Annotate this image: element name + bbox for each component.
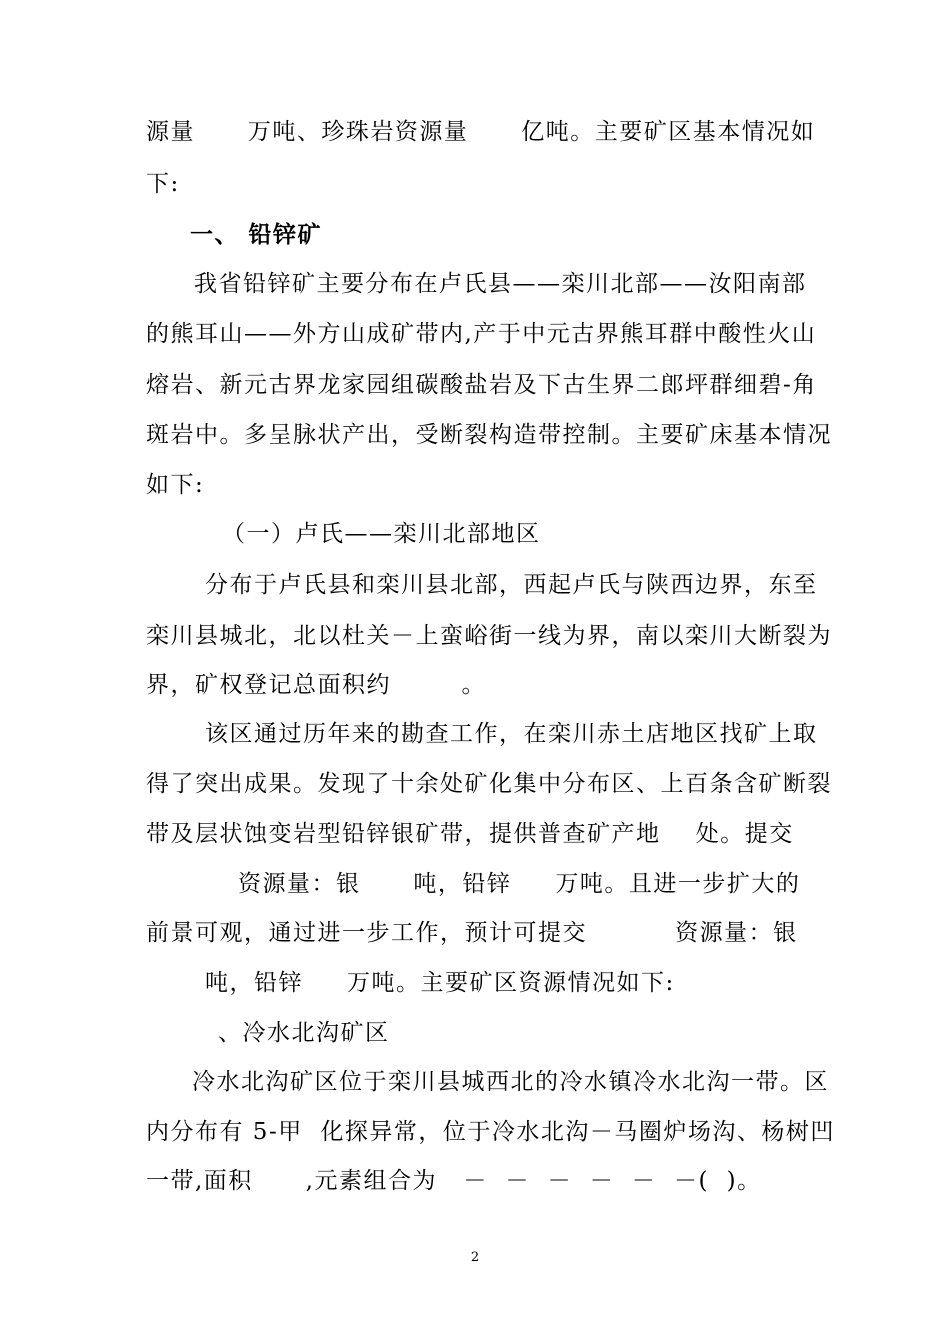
text-line: 一带,面积 ,元素组合为 － － － － － －( )。 xyxy=(146,1168,762,1194)
page-number: 2 xyxy=(470,1250,480,1265)
text-line: 下: xyxy=(146,171,180,197)
text-line: 我省铅锌矿主要分布在卢氏县——栾川北部——汝阳南部 xyxy=(194,271,807,297)
text-line: 得了突出成果。发现了十余处矿化集中分布区、上百条含矿断裂 xyxy=(146,771,832,797)
text-line: 分布于卢氏县和栾川县北部，西起卢氏与陕西边界，东至 xyxy=(205,572,818,598)
subsection-heading: 、冷水北沟矿区 xyxy=(218,1020,390,1046)
text-line: 熔岩、新元古界龙家园组碳酸盐岩及下古生界二郎坪群细碧-角 xyxy=(146,372,817,398)
text-line: 资源量：银 吨，铅锌 万吨。且进一步扩大的 xyxy=(238,871,801,897)
text-line: 带及层状蚀变岩型铅锌银矿带，提供普查矿产地 处。提交 xyxy=(146,821,794,847)
text-line: 前景可观，通过进一步工作，预计可提交 资源量：银 xyxy=(146,920,798,946)
text-line: 斑岩中。多呈脉状产出，受断裂构造带控制。主要矿床基本情况 xyxy=(146,422,832,448)
subsection-heading: （一）卢氏——栾川北部地区 xyxy=(222,521,541,547)
text-line: 的熊耳山——外方山成矿带内,产于中元古界熊耳群中酸性火山 xyxy=(146,321,817,347)
text-line: 内分布有 5-甲 化探异常，位于冷水北沟－马圈炉场沟、杨树凹 xyxy=(146,1119,835,1145)
text-line: 冷水北沟矿区位于栾川县城西北的冷水镇冷水北沟一带。区 xyxy=(192,1069,829,1095)
text-line: 如下: xyxy=(146,472,205,498)
text-line: 栾川县城北，北以杜关－上蛮峪街一线为界，南以栾川大断裂为 xyxy=(146,623,832,649)
text-line: 该区通过历年来的勘查工作，在栾川赤土店地区找矿上取 xyxy=(205,721,818,747)
text-line: 源量 万吨、珍珠岩资源量 亿吨。主要矿区基本情况如 xyxy=(146,119,816,145)
text-line: 界，矿权登记总面积约 。 xyxy=(146,672,486,698)
section-heading: 一、 铅锌矿 xyxy=(190,222,323,248)
text-line: 吨，铅锌 万吨。主要矿区资源情况如下: xyxy=(205,970,675,996)
